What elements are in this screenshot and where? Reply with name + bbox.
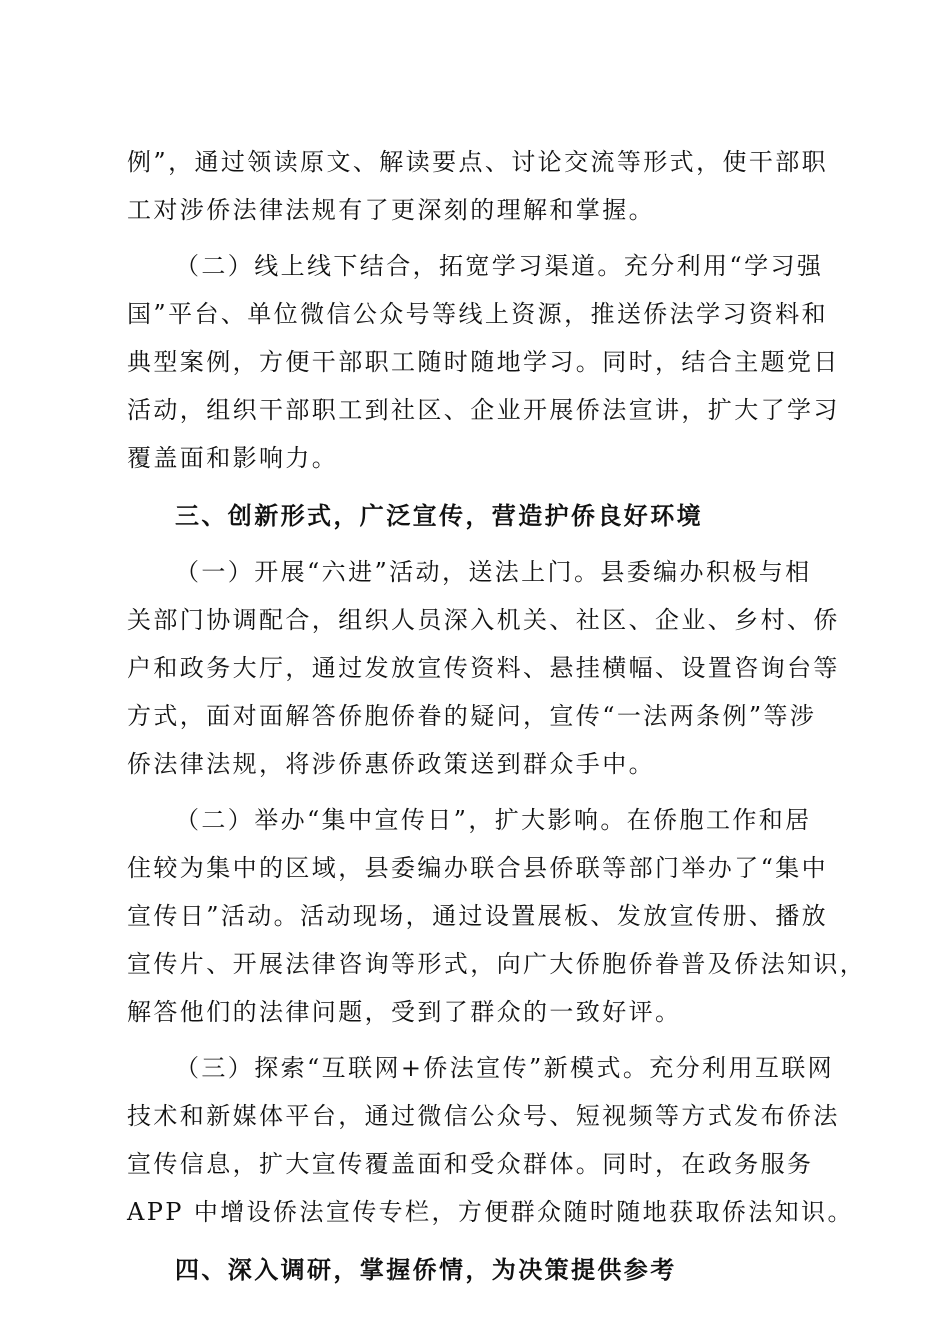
paragraph-line: 典型案例，方便干部职工随时随地学习。同时，结合主题党日 [127, 348, 840, 376]
paragraph-line: 户和政务大厅，通过发放宣传资料、悬挂横幅、设置咨询台等 [127, 654, 840, 682]
section-heading: 四、深入调研，掌握侨情，为决策提供参考 [175, 1256, 677, 1284]
paragraph-line: （三）探索“互联网+侨法宣传”新模式。充分利用互联网 [175, 1054, 835, 1082]
paragraph-lead: （三）探索“互联网+侨法宣传”新模式。 [175, 1054, 650, 1082]
paragraph-line: 宣传信息，扩大宣传覆盖面和受众群体。同时，在政务服务 [127, 1150, 814, 1178]
paragraph-lead: （二）举办“集中宣传日”，扩大影响。 [175, 806, 627, 834]
paragraph-line: 国”平台、单位微信公众号等线上资源，推送侨法学习资料和 [127, 300, 829, 328]
paragraph-lead: （二）线上线下结合，拓宽学习渠道。 [175, 252, 624, 280]
paragraph-line: 住较为集中的区域，县委编办联合县侨联等部门举办了“集中 [127, 854, 829, 882]
paragraph-line: 宣传片、开展法律咨询等形式，向广大侨胞侨眷普及侨法知识， [127, 950, 867, 978]
section-heading: 三、创新形式，广泛宣传，营造护侨良好环境 [175, 502, 703, 530]
paragraph-line: （二）线上线下结合，拓宽学习渠道。充分利用“学习强 [175, 252, 824, 280]
paragraph-line: APP 中增设侨法宣传专栏，方便群众随时随地获取侨法知识。 [127, 1198, 854, 1226]
paragraph-line: （二）举办“集中宣传日”，扩大影响。在侨胞工作和居 [175, 806, 812, 834]
paragraph-line: 关部门协调配合，组织人员深入机关、社区、企业、乡村、侨 [127, 606, 840, 634]
paragraph-line: 工对涉侨法律法规有了更深刻的理解和掌握。 [127, 196, 655, 224]
paragraph-line: 例”，通过领读原文、解读要点、讨论交流等形式，使干部职 [127, 148, 829, 176]
paragraph-line: 活动，组织干部职工到社区、企业开展侨法宣讲，扩大了学习 [127, 396, 840, 424]
paragraph-line: 解答他们的法律问题，受到了群众的一致好评。 [127, 998, 682, 1026]
paragraph-line: 技术和新媒体平台，通过微信公众号、短视频等方式发布侨法 [127, 1102, 840, 1130]
paragraph-lead: （一）开展“六进”活动，送法上门。 [175, 558, 601, 586]
paragraph-line: 覆盖面和影响力。 [127, 444, 339, 472]
paragraph-line: （一）开展“六进”活动，送法上门。县委编办积极与相 [175, 558, 812, 586]
paragraph-line: 方式，面对面解答侨胞侨眷的疑问，宣传“一法两条例”等涉 [127, 702, 817, 730]
paragraph-line: 侨法律法规，将涉侨惠侨政策送到群众手中。 [127, 750, 655, 778]
paragraph-line: 宣传日”活动。活动现场，通过设置展板、发放宣传册、播放 [127, 902, 829, 930]
